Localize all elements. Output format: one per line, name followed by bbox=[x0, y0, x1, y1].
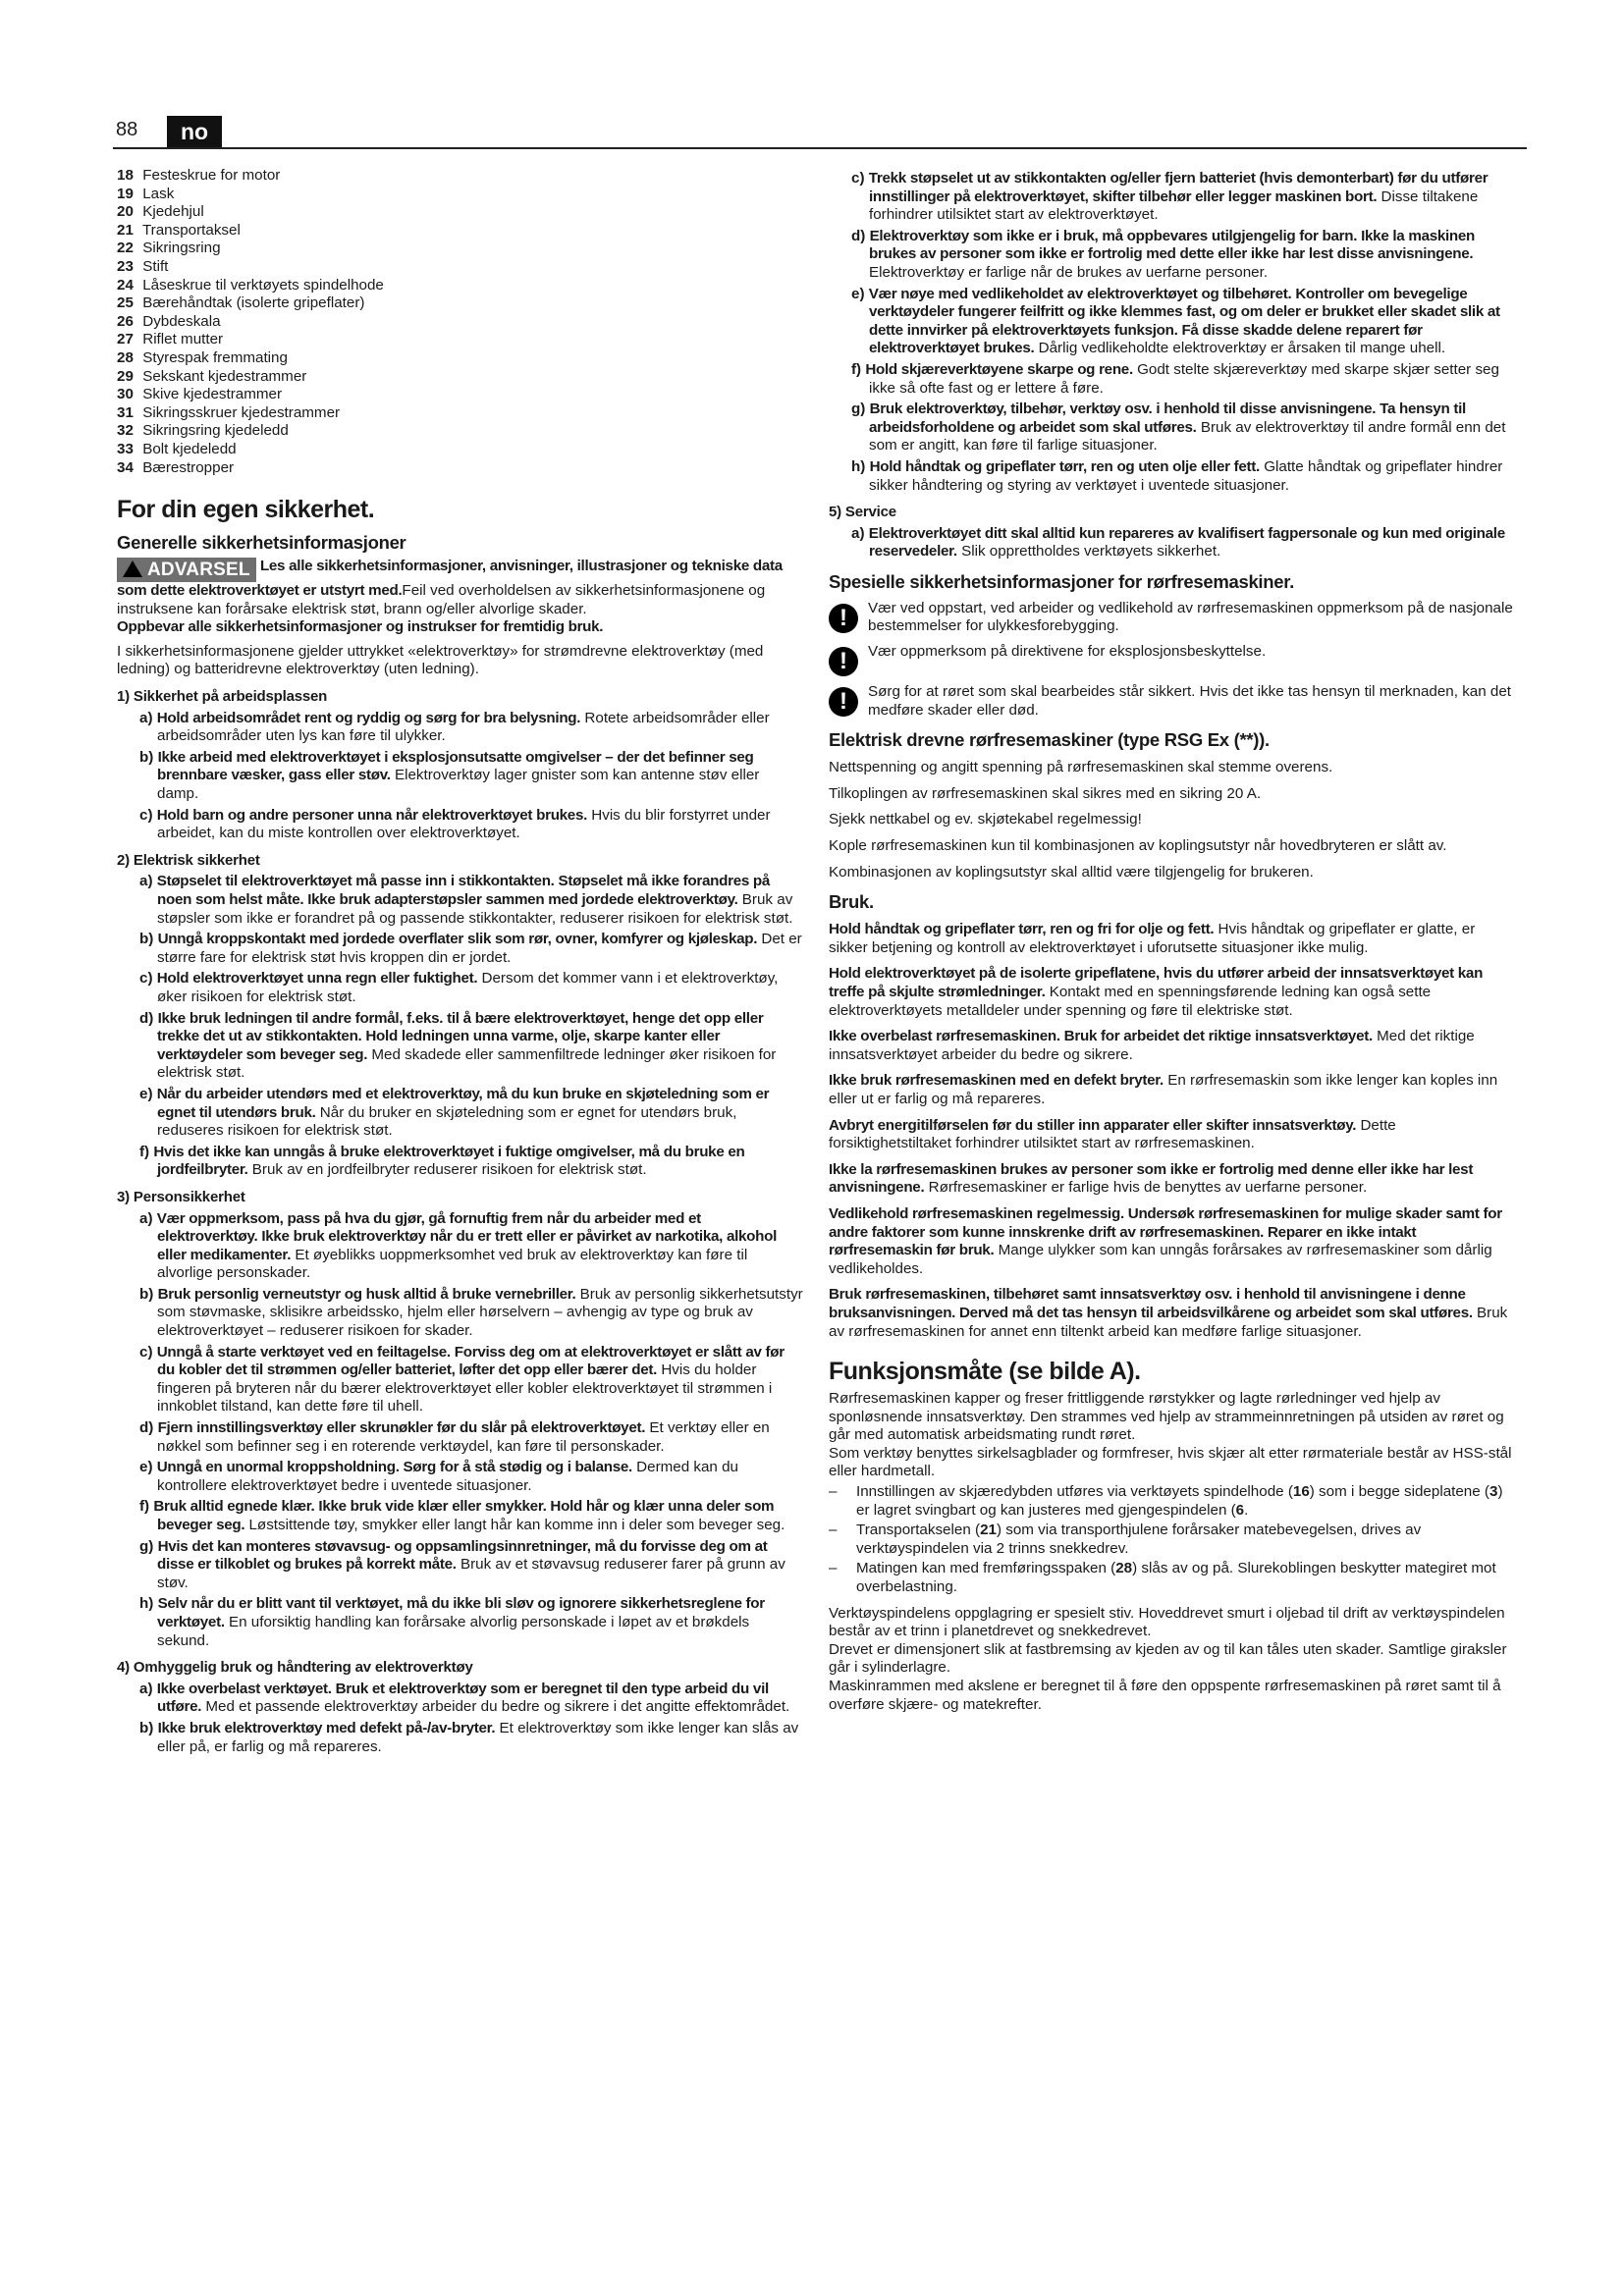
item-bold: Elektroverktøyet ditt skal alltid kun repareres av kvalifisert fagpersonale og kun med originale reservedeler. bbox=[868, 524, 1505, 561]
item-letter: c) bbox=[851, 170, 869, 187]
legend-label: Skive kjedestrammer bbox=[138, 386, 283, 403]
use-paragraph bbox=[829, 965, 1516, 1020]
reference-number: 16 bbox=[1292, 1483, 1310, 1501]
scope-paragraph: I sikkerhetsinformasjonene gjelder uttrykket «elektroverktøy» for strømdrevne elektroverktøy (med ledning) og batteridrevne elektroverktøy (uten ledning). bbox=[117, 642, 764, 678]
item-text: Rotete arbeidsområder eller arbeidsområder uten lys kan føre til ulykker. bbox=[157, 709, 770, 745]
item-letter: c) bbox=[139, 1343, 157, 1361]
item-letter: a) bbox=[139, 1209, 157, 1227]
function-paragraphs bbox=[829, 1390, 1516, 1481]
safety-item bbox=[117, 1595, 804, 1650]
legend-label: Stift bbox=[138, 257, 169, 275]
section-title: 1) Sikkerhet på arbeidsplassen bbox=[117, 688, 328, 706]
legend-item bbox=[117, 203, 804, 222]
legend-label: Låseskrue til verktøyets spindelhode bbox=[138, 276, 384, 294]
use-text: Hvis håndtak og gripeflater er glatte, er sikker betjening og kontroll av elektroverktøyet i uforutsette situasjoner ikke mulig. bbox=[829, 921, 1476, 956]
special-safety-title: Spesielle sikkerhetsinformasjoner for rørfresemaskiner. bbox=[829, 570, 1294, 592]
item-letter: d) bbox=[139, 1009, 158, 1027]
item-text: Hvis du blir forstyrret under arbeidet, kan du miste kontrollen over elektroverktøyet. bbox=[157, 806, 771, 842]
reference-number: 21 bbox=[980, 1522, 997, 1539]
item-text: Disse tiltakene forhindrer utilsiktet start av elektroverktøyet. bbox=[869, 187, 1479, 224]
safety-item bbox=[117, 807, 804, 843]
legend-item bbox=[117, 294, 804, 313]
safety-item bbox=[117, 1419, 804, 1456]
item-bold: Elektroverktøy som ikke er i bruk, må oppbevares utilgjengelig for barn. Ikke la maskinen brukes av personer som ikke er fortrolig med dette eller ikke har lest disse anvisningene. bbox=[869, 227, 1476, 263]
electric-paragraph: Kombinasjonen av koplingsutstyr skal alltid være tilgjengelig for brukeren. bbox=[829, 863, 1314, 881]
item-bold: Bruk personlig verneutstyr og husk alltid å bruke vernebriller. bbox=[157, 1285, 576, 1303]
caution-item bbox=[829, 643, 1516, 676]
function-list-item bbox=[829, 1483, 1516, 1520]
list-text: ) som i begge sideplatene ( bbox=[1309, 1483, 1489, 1501]
header-rule bbox=[113, 147, 1527, 149]
item-letter: a) bbox=[139, 709, 157, 726]
function-tail-paragraph: Verktøyspindelens oppglagring er spesielt stiv. Hoveddrevet smurt i oljebad til drift av verktøyspindelen består av et trinn i planetdrevet og snekkedrevet. bbox=[829, 1604, 1505, 1640]
reference-number: 3 bbox=[1489, 1483, 1498, 1501]
use-bold: Ikke la rørfresemaskinen brukes av personer som ikke er fortrolig med denne eller ikke har lest anvisningene. bbox=[829, 1160, 1474, 1197]
use-title: Bruk. bbox=[829, 891, 874, 913]
item-text: Et øyeblikks uoppmerksomhet ved bruk av elektroverktøy kan føre til alvorlige personskader. bbox=[157, 1246, 748, 1282]
item-bold: Ikke bruk ledningen til andre formål, f.eks. til å bære elektroverktøyet, henge det opp eller trekke det ut av stikkontakten. Hold ledningen unna varme, olje, skarpe kanter eller verktøydeler som beveger seg. bbox=[157, 1009, 764, 1063]
dash-marker: – bbox=[829, 1483, 838, 1501]
function-tail-paragraph: Drevet er dimensjonert slik at fastbremsing av kjeden av og til kan tåles uten skader. Samtlige giraksler går i sylinderlagre. bbox=[829, 1640, 1507, 1677]
list-text: Matingen kan med fremføringsspaken ( bbox=[856, 1560, 1116, 1577]
use-text: Dette forsiktighetstiltaket forhindrer utilsiktet start av rørfresemaskinen. bbox=[829, 1116, 1396, 1152]
use-bold: Vedlikehold rørfresemaskinen regelmessig. Undersøk rørfresemaskinen for mulige skader samt for andre faktorer som kunne innskrenke drift av rørfresemaskinen. Reparer en ikke intakt rørfresemaskin før bruk. bbox=[829, 1204, 1502, 1259]
legend-label: Festeskrue for motor bbox=[138, 167, 281, 184]
legend-number: 25 bbox=[117, 294, 134, 312]
item-letter: h) bbox=[851, 457, 870, 475]
use-text: Mange ulykker som kan unngås forårsakes av rørfresemaskiner som dårlig vedlikeholdes. bbox=[829, 1242, 1492, 1277]
item-letter: d) bbox=[139, 1419, 158, 1437]
legend-item bbox=[117, 368, 804, 387]
legend-label: Bærestropper bbox=[138, 458, 235, 476]
electric-paragraph: Nettspenning og angitt spenning på rørfresemaskinen skal stemme overens. bbox=[829, 759, 1333, 776]
use-bold: Ikke overbelast rørfresemaskinen. Bruk for arbeidet det riktige innsatsverktøyet. bbox=[829, 1028, 1373, 1045]
item-text: Bruk av et støvavsug reduserer farer på grunn av støv. bbox=[157, 1556, 785, 1591]
keep-instructions: Oppbevar alle sikkerhetsinformasjoner og instrukser for fremtidig bruk. bbox=[117, 618, 604, 636]
parts-legend bbox=[117, 167, 804, 477]
legend-item bbox=[117, 404, 804, 423]
item-letter: e) bbox=[139, 1459, 157, 1476]
legend-label: Dybdeskala bbox=[138, 312, 221, 330]
use-text: Kontakt med en spenningsførende ledning kan også sette elektroverktøyets metalldeler under spenning og føre til elektriske støt. bbox=[829, 984, 1432, 1019]
legend-number: 19 bbox=[117, 185, 134, 202]
page-header bbox=[113, 116, 1527, 149]
legend-item bbox=[117, 240, 804, 258]
item-text: Det er større fare for elektrisk støt hvis kroppen din er jordet. bbox=[157, 931, 802, 966]
function-paragraph: Rørfresemaskinen kapper og freser frittliggende rørstykker og lagte rørledninger ved hjelp av sponløsnende innsatsverktøy. Den strammes ved hjelp av strammeinnretningen på utsiden av røret og går med automatisk arbeidsmating rundt røret. bbox=[829, 1390, 1504, 1444]
item-text: Slik opprettholdes verktøyets sikkerhet. bbox=[956, 543, 1221, 561]
item-letter: h) bbox=[139, 1595, 158, 1613]
warning-bold-text: Les alle sikkerhetsinformasjoner, anvisninger, illustrasjoner og tekniske data som dette elektroverktøyet er utstyrt med. bbox=[117, 558, 783, 600]
item-bold: Unngå kroppskontakt med jordede overflater slik som rør, ovner, komfyrer og kjøleskap. bbox=[157, 931, 758, 948]
list-text: ) slås av og på. Slurekoblingen beskytter mategiret mot overbelastning. bbox=[856, 1560, 1496, 1596]
safety-sections bbox=[117, 688, 804, 1756]
use-text: Med det riktige innsatsverktøyet arbeider du bedre og sikrere. bbox=[829, 1028, 1475, 1063]
warning-text: Feil ved overholdelsen av sikkerhetsinformasjonene og instruksene kan forårsake elektrisk støt, brann og/eller alvorlige skader. bbox=[117, 582, 766, 617]
item-letter: c) bbox=[139, 970, 157, 988]
safety-section bbox=[117, 852, 804, 1180]
safety-item bbox=[829, 228, 1516, 283]
legend-number: 31 bbox=[117, 403, 134, 421]
item-letter: b) bbox=[139, 1285, 158, 1303]
warning-badge: ADVARSEL bbox=[117, 558, 256, 582]
right-column bbox=[829, 167, 1516, 1714]
item-text: Bruk av støpsler som ikke er forandret på og passende stikkontakter, reduserer risikoen for elektrisk støt. bbox=[157, 891, 793, 927]
electric-paragraphs bbox=[829, 759, 1516, 881]
item-bold: Unngå en unormal kroppsholdning. Sørg for å stå stødig og i balanse. bbox=[156, 1459, 632, 1476]
list-text: ) er lagret svingbart og kan justeres med gjengespindelen ( bbox=[856, 1483, 1503, 1519]
legend-label: Styrespak fremmating bbox=[138, 348, 288, 366]
page-number: 88 bbox=[116, 119, 138, 140]
item-text: Med skadede eller sammenfiltrede ledninger øker risikoen for elektrisk støt. bbox=[157, 1045, 777, 1082]
use-paragraph bbox=[829, 1161, 1516, 1198]
exclamation-icon: ! bbox=[829, 604, 858, 633]
item-letter: b) bbox=[139, 748, 158, 766]
left-column bbox=[117, 167, 804, 1756]
legend-item bbox=[117, 441, 804, 459]
dash-marker: – bbox=[829, 1560, 838, 1577]
safety-item bbox=[829, 170, 1516, 225]
item-bold: Trekk støpselet ut av stikkontakten og/eller fjern batteriet (hvis demonterbart) før du utfører innstillinger på elektroverktøyet, skifter tilbehør eller legger maskinen bort. bbox=[868, 170, 1489, 205]
section-title: 2) Elektrisk sikkerhet bbox=[117, 851, 260, 869]
item-bold: Vær nøye med vedlikeholdet av elektroverktøyet og tilbehøret. Kontroller om bevegelige verktøydeler fungerer feilfritt og ikke klemmes fast, og om deler er brukket eller skadet slik at dette innvirker på elektroverktøyets funksjon. Få disse skadde delene reparert før elektroverktøyet brukes. bbox=[868, 285, 1500, 357]
item-text: Bruk av en jordfeilbryter reduserer risikoen for elektrisk støt. bbox=[247, 1161, 647, 1179]
list-text: ) som via transporthjulene forårsaker matebevegelsen, drives av verktøyspindelen via 2 trinns snekkedrev. bbox=[856, 1522, 1422, 1557]
item-text: Løstsittende tøy, smykker eller langt hår kan komme inn i deler som beveger seg. bbox=[244, 1517, 785, 1533]
use-paragraph bbox=[829, 1117, 1516, 1153]
legend-label: Lask bbox=[138, 185, 175, 202]
use-bold: Bruk rørfresemaskinen, tilbehøret samt innsatsverktøy osv. i henhold til anvisningene i denne bruksanvisningen. Derved må det tas hensyn til arbeidsvilkårene og arbeidet som skal utføres. bbox=[829, 1286, 1473, 1321]
safety-title: For din egen sikkerhet. bbox=[117, 496, 375, 524]
safety-item bbox=[117, 1086, 804, 1141]
item-letter: c) bbox=[139, 806, 157, 824]
safety-item bbox=[117, 1144, 804, 1180]
item-bold: Hvis det ikke kan unngås å bruke elektroverktøyet i fuktige omgivelser, må du bruke en jordfeilbryter. bbox=[153, 1143, 745, 1179]
exclamation-icon: ! bbox=[829, 687, 858, 717]
use-text: En rørfresemaskin som ikke lenger kan koples inn eller ut er farlig og må repareres. bbox=[829, 1072, 1498, 1107]
list-text: Innstillingen av skjæredybden utføres via verktøyets spindelhode ( bbox=[856, 1483, 1293, 1501]
item-text: Godt stelte skjæreverktøy med skarpe skjær setter seg ikke så ofte fast og er lettere å føre. bbox=[869, 360, 1499, 397]
legend-item bbox=[117, 258, 804, 277]
legend-label: Sikringsskruer kjedestrammer bbox=[138, 403, 341, 421]
legend-item bbox=[117, 313, 804, 332]
legend-number: 23 bbox=[117, 257, 134, 275]
item-text: Når du bruker en skjøteledning som er egnet for utendørs bruk, reduseres risikoen for elektrisk støt. bbox=[157, 1103, 737, 1140]
legend-item bbox=[117, 459, 804, 478]
use-paragraph bbox=[829, 1028, 1516, 1064]
use-bold: Avbryt energitilførselen før du stiller inn apparater eller skifter innsatsverktøy. bbox=[829, 1116, 1357, 1134]
safety-item bbox=[829, 400, 1516, 455]
legend-label: Bolt kjedeledd bbox=[138, 440, 237, 457]
item-text: Hvis du holder fingeren på bryteren når du bærer elektroverktøyet eller kobler elektroverktøyet til strømmen i innkoblet tilstand, kan dette føre til uhell. bbox=[157, 1362, 773, 1415]
legend-number: 28 bbox=[117, 348, 134, 366]
legend-item bbox=[117, 331, 804, 349]
electric-paragraph: Sjekk nettkabel og ev. skjøtekabel regelmessig! bbox=[829, 811, 1142, 828]
item-text: Elektroverktøy lager gnister som kan antenne støv eller damp. bbox=[157, 767, 760, 803]
item-bold: Ikke bruk elektroverktøy med defekt på-/av-bryter. bbox=[157, 1719, 496, 1736]
exclamation-icon: ! bbox=[829, 647, 858, 676]
safety-item bbox=[117, 749, 804, 804]
safety-item bbox=[117, 970, 804, 1006]
item-text: Bruk av personlig sikkerhetsutstyr som støvmaske, sklisikre arbeidssko, hjelm eller hørselvern – avhengig av type og bruk av elektroverktøyet – reduserer risikoen for skader. bbox=[157, 1285, 803, 1340]
item-bold: Unngå å starte verktøyet ved en feiltagelse. Forviss deg om at elektroverktøyet er slått av før du kobler det til strømmen og/eller batteriet, løfter det opp eller bærer det. bbox=[156, 1343, 785, 1379]
legend-item bbox=[117, 277, 804, 295]
legend-label: Bærehåndtak (isolerte gripeflater) bbox=[138, 294, 365, 312]
item-text: Elektroverktøy er farlige når de brukes av uerfarne personer. bbox=[869, 263, 1269, 281]
item-letter: b) bbox=[139, 1719, 158, 1736]
legend-number: 32 bbox=[117, 422, 134, 440]
safety-item bbox=[117, 710, 804, 746]
item-bold: Hold håndtak og gripeflater tørr, ren og uten olje eller fett. bbox=[869, 457, 1260, 475]
item-text: Dersom det kommer vann i et elektroverktøy, øker risikoen for elektrisk støt. bbox=[157, 970, 779, 1005]
legend-number: 21 bbox=[117, 221, 134, 239]
general-safety-subtitle: Generelle sikkerhetsinformasjoner bbox=[117, 532, 406, 554]
item-letter: d) bbox=[851, 227, 870, 244]
list-text: . bbox=[1244, 1501, 1249, 1519]
safety-item bbox=[829, 458, 1516, 495]
reference-number: 6 bbox=[1235, 1501, 1245, 1519]
item-bold: Hvis det kan monteres støvavsug- og oppsamlingsinnretninger, må du forvisse deg om at disse er tilkoblet og brukes på korrekt måte. bbox=[157, 1537, 768, 1574]
use-paragraph bbox=[829, 1205, 1516, 1278]
item-letter: f) bbox=[851, 360, 866, 378]
use-bold: Ikke bruk rørfresemaskinen med en defekt bryter. bbox=[829, 1072, 1164, 1090]
safety-item bbox=[829, 286, 1516, 358]
legend-number: 27 bbox=[117, 331, 134, 348]
warning-triangle-icon bbox=[123, 561, 142, 577]
item-letter: a) bbox=[139, 1680, 157, 1697]
item-text: Dårlig vedlikeholdte elektroverktøy er årsaken til mange uhell. bbox=[1034, 340, 1446, 357]
dash-marker: – bbox=[829, 1522, 838, 1539]
legend-number: 20 bbox=[117, 203, 134, 221]
legend-item bbox=[117, 186, 804, 204]
list-text: Transportakselen ( bbox=[856, 1522, 981, 1539]
caution-item bbox=[829, 683, 1516, 720]
section-title: 4) Omhyggelig bruk og håndtering av elektroverktøy bbox=[117, 1659, 473, 1677]
item-letter: a) bbox=[139, 873, 157, 890]
item-bold: Vær oppmerksom, pass på hva du gjør, gå fornuftig frem når du arbeider med et elektroverktøy. Ikke bruk elektroverktøy når du er trett eller er påvirket av narkotika, alkohol eller medikamenter. bbox=[156, 1209, 778, 1263]
safety-item bbox=[117, 1459, 804, 1495]
reference-number: 28 bbox=[1115, 1560, 1133, 1577]
caution-text: Vær ved oppstart, ved arbeider og vedlikehold av rørfresemaskinen oppmerksom på de nasjonale bestemmelser for ulykkesforebygging. bbox=[868, 599, 1513, 635]
item-letter: f) bbox=[139, 1143, 154, 1160]
item-bold: Hold elektroverktøyet unna regn eller fuktighet. bbox=[156, 970, 478, 988]
safety-item bbox=[117, 1010, 804, 1083]
legend-item bbox=[117, 222, 804, 240]
use-paragraph bbox=[829, 1072, 1516, 1108]
safety-item bbox=[829, 525, 1516, 561]
use-bold: Hold håndtak og gripeflater tørr, ren og fri for olje og fett. bbox=[829, 921, 1215, 938]
legend-label: Sikringsring kjedeledd bbox=[138, 422, 289, 440]
function-paragraph: Som verktøy benyttes sirkelsagblader og formfreser, hvis skjær alt etter rørmateriale består av HSS-stål eller hardmetall. bbox=[829, 1444, 1512, 1480]
legend-label: Transportaksel bbox=[138, 221, 241, 239]
legend-label: Riflet mutter bbox=[138, 331, 224, 348]
use-text: Rørfresemaskiner er farlige hvis de benyttes av uerfarne personer. bbox=[924, 1179, 1368, 1197]
legend-number: 33 bbox=[117, 440, 134, 457]
item-text: Dermed kan du kontrollere elektroverktøyet bedre i uventede situasjoner. bbox=[157, 1459, 738, 1494]
legend-item bbox=[117, 349, 804, 368]
section-title: 3) Personsikkerhet bbox=[117, 1188, 245, 1205]
caution-item bbox=[829, 600, 1516, 636]
safety-item bbox=[117, 1286, 804, 1341]
use-bold: Hold elektroverktøyet på de isolerte gripeflatene, hvis du utfører arbeid der innsatsverktøyet kan treffe på skjulte strømledninger. bbox=[829, 965, 1484, 1000]
legend-label: Kjedehjul bbox=[138, 203, 204, 221]
item-bold: Selv når du er blitt vant til verktøyet, må du ikke bli sløv og ignorere sikkerhetsreglene for verktøyet. bbox=[157, 1595, 765, 1630]
item-letter: f) bbox=[139, 1498, 154, 1516]
safety-item bbox=[117, 931, 804, 967]
legend-number: 29 bbox=[117, 367, 134, 385]
safety-item bbox=[829, 361, 1516, 398]
warning-block bbox=[117, 558, 804, 618]
item-bold: Hold arbeidsområdet rent og ryddig og sørg for bra belysning. bbox=[156, 709, 581, 726]
item-text: Med et passende elektroverktøy arbeider du bedre og sikrere i det angitte effektområdet. bbox=[201, 1698, 790, 1716]
continued-items bbox=[829, 170, 1516, 495]
item-letter: e) bbox=[851, 285, 869, 302]
safety-item bbox=[117, 1538, 804, 1593]
service-section bbox=[829, 504, 1516, 561]
item-bold: Hold barn og andre personer unna når elektroverktøyet brukes. bbox=[156, 806, 588, 824]
item-text: Bruk av elektroverktøy til andre formål enn det som er angitt, kan føre til farlige situasjoner. bbox=[869, 418, 1506, 454]
function-tail bbox=[829, 1605, 1516, 1715]
legend-number: 34 bbox=[117, 458, 134, 476]
item-bold: Ikke overbelast verktøyet. Bruk et elektroverktøy som er beregnet til den type arbeid du vil utføre. bbox=[156, 1680, 769, 1716]
function-list bbox=[829, 1483, 1516, 1597]
language-badge: no bbox=[167, 116, 222, 148]
item-bold: Ikke arbeid med elektroverktøyet i eksplosjonsutsatte omgivelser – der det befinner seg brennbare væsker, gass eller støv. bbox=[157, 748, 754, 784]
caution-text: Sørg for at røret som skal bearbeides står sikkert. Hvis det ikke tas hensyn til merknaden, kan det medføre skader eller død. bbox=[868, 683, 1512, 719]
item-bold: Når du arbeider utendørs med et elektroverktøy, må du kun bruke en skjøteledning som er egnet til utendørs bruk. bbox=[156, 1085, 770, 1121]
legend-item bbox=[117, 386, 804, 404]
item-letter: a) bbox=[851, 524, 869, 542]
safety-item bbox=[117, 1720, 804, 1756]
legend-number: 18 bbox=[117, 167, 134, 184]
safety-section bbox=[117, 1659, 804, 1756]
safety-item bbox=[117, 1498, 804, 1534]
function-tail-paragraph: Maskinrammen med akslene er beregnet til å føre den oppspente rørfresemaskinen på røret samt til å overføre skjære- og matekrefter. bbox=[829, 1678, 1501, 1713]
item-letter: g) bbox=[851, 400, 870, 418]
item-bold: Hold skjæreverktøyene skarpe og rene. bbox=[865, 360, 1133, 378]
legend-number: 30 bbox=[117, 386, 134, 403]
caution-text: Vær oppmerksom på direktivene for eksplosjonsbeskyttelse. bbox=[868, 643, 1267, 661]
use-text: Bruk av rørfresemaskinen for annet enn tiltenkt arbeid kan medføre farlige situasjoner. bbox=[829, 1304, 1508, 1340]
electric-paragraph: Kople rørfresemaskinen kun til kombinasjonen av koplingsutstyr når hovedbryteren er slått av. bbox=[829, 837, 1447, 855]
service-title: 5) Service bbox=[829, 504, 896, 521]
item-bold: Bruk elektroverktøy, tilbehør, verktøy osv. i henhold til disse anvisningene. Ta hensyn til arbeidsforholdene og arbeidet som skal utføres. bbox=[869, 400, 1466, 436]
safety-section bbox=[117, 688, 804, 843]
function-list-item bbox=[829, 1560, 1516, 1596]
safety-item bbox=[117, 1344, 804, 1416]
safety-section bbox=[117, 1189, 804, 1650]
electric-title: Elektrisk drevne rørfresemaskiner (type RSG Ex (**)). bbox=[829, 729, 1270, 751]
legend-label: Sekskant kjedestrammer bbox=[138, 367, 307, 385]
item-bold: Fjern innstillingsverktøy eller skrunøkler før du slår på elektroverktøyet. bbox=[157, 1419, 646, 1437]
safety-item bbox=[117, 873, 804, 928]
safety-item bbox=[117, 1210, 804, 1283]
function-title: Funksjonsmåte (se bilde A). bbox=[829, 1358, 1141, 1386]
use-paragraph bbox=[829, 1286, 1516, 1341]
item-text: En uforsiktig handling kan forårsake alvorlig personskade i løpet av et brøkdels sekund. bbox=[157, 1613, 750, 1649]
item-text: Glatte håndtak og gripeflater hindrer sikker håndtering og styring av verktøyet i uventede situasjoner. bbox=[869, 457, 1503, 494]
legend-number: 24 bbox=[117, 276, 134, 294]
item-text: Et elektroverktøy som ikke lenger kan slås av eller på, er farlig og må repareres. bbox=[157, 1719, 799, 1755]
legend-item bbox=[117, 422, 804, 441]
electric-paragraph: Tilkoplingen av rørfresemaskinen skal sikres med en sikring 20 A. bbox=[829, 784, 1262, 802]
item-letter: g) bbox=[139, 1537, 158, 1555]
use-paragraphs bbox=[829, 921, 1516, 1341]
item-text: Et verktøy eller en nøkkel som befinner seg i en roterende verktøydel, kan føre til personskader. bbox=[157, 1419, 770, 1455]
legend-item bbox=[117, 167, 804, 186]
use-paragraph bbox=[829, 921, 1516, 957]
function-list-item bbox=[829, 1522, 1516, 1558]
item-letter: e) bbox=[139, 1085, 157, 1102]
legend-label: Sikringsring bbox=[138, 240, 221, 257]
item-letter: b) bbox=[139, 931, 158, 948]
legend-number: 22 bbox=[117, 240, 134, 257]
legend-number: 26 bbox=[117, 312, 134, 330]
item-bold: Bruk alltid egnede klær. Ikke bruk vide klær eller smykker. Hold hår og klær unna deler som beveger seg. bbox=[153, 1498, 775, 1533]
caution-list bbox=[829, 600, 1516, 720]
safety-item bbox=[117, 1681, 804, 1717]
item-bold: Støpselet til elektroverktøyet må passe inn i stikkontakten. Støpselet må ikke forandres på noen som helst måte. Ikke bruk adapterstøpsler sammen med jordede elektroverktøy. bbox=[156, 873, 771, 908]
